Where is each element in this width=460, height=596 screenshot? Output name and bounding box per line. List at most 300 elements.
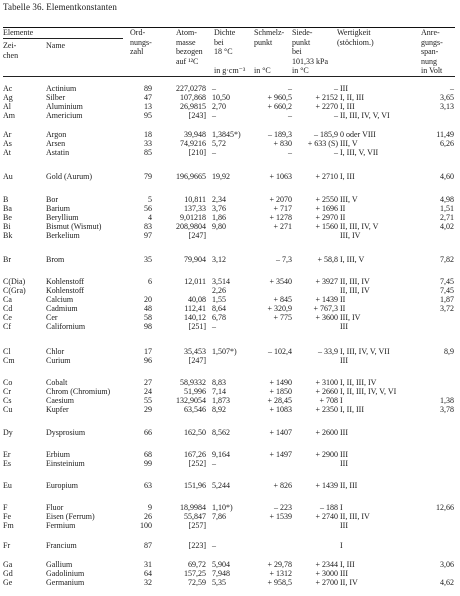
cell-name: Barium (46, 204, 70, 213)
cell-symbol: Cm (3, 356, 15, 365)
cell-anregung: 3,78 (440, 405, 454, 414)
cell-siedepunkt: + 1696 (315, 204, 338, 213)
cell-name: Kupfer (46, 405, 69, 414)
cell-schmelzpunkt: + 830 (273, 139, 292, 148)
cell-schmelzpunkt: – 102,4 (268, 347, 292, 356)
cell-anregung: 3,06 (440, 560, 454, 569)
cell-anregung: 3,65 (440, 93, 454, 102)
cell-dichte: 1,3845*) (212, 130, 241, 139)
cell-ordnungszahl: 83 (144, 222, 152, 231)
cell-siedepunkt: + 1439 (315, 481, 338, 490)
cell-schmelzpunkt: – 7,3 (276, 255, 292, 264)
cell-anregung: 1,51 (440, 204, 454, 213)
cell-anregung: 7,82 (440, 255, 454, 264)
cell-wertigkeit: III, V (340, 195, 358, 204)
cell-siedepunkt: + 767,3 (313, 304, 338, 313)
cell-name: Chrom (Chromium) (46, 387, 111, 396)
cell-wertigkeit: I (340, 503, 343, 512)
cell-name: Eisen (Ferrum) (46, 512, 95, 521)
cell-wertigkeit: II, III, IV (340, 512, 370, 521)
header-ordnungszahl: Ord- nungs- zahl (130, 28, 152, 56)
cell-schmelzpunkt: + 1278 (269, 213, 292, 222)
cell-anregung: 2,71 (440, 213, 454, 222)
cell-wertigkeit: II, III (340, 481, 358, 490)
cell-wertigkeit: 0 oder VIII (340, 130, 376, 139)
cell-atommasse: 51,996 (184, 387, 206, 396)
cell-dichte: 5,904 (212, 560, 230, 569)
cell-name: Cer (46, 313, 58, 322)
cell-wertigkeit: I, III, V, VII (340, 148, 379, 157)
cell-symbol: Bi (3, 222, 11, 231)
cell-siedepunkt: + 2350 (315, 405, 338, 414)
cell-dichte: 3,12 (212, 255, 226, 264)
cell-siedepunkt: + 2660 (315, 387, 338, 396)
cell-symbol: Ga (3, 560, 13, 569)
cell-ordnungszahl: 24 (144, 387, 152, 396)
cell-atommasse: [243] (188, 111, 206, 120)
cell-ordnungszahl: 99 (144, 459, 152, 468)
cell-atommasse: 208,9804 (176, 222, 206, 231)
cell-siedepunkt: + 633 (S) (307, 139, 338, 148)
cell-atommasse: [247] (188, 356, 206, 365)
cell-ordnungszahl: 26 (144, 512, 152, 521)
cell-siedepunkt: + 708 (319, 396, 338, 405)
cell-ordnungszahl: 20 (144, 295, 152, 304)
cell-symbol: Ag (3, 93, 13, 102)
cell-ordnungszahl: 55 (144, 396, 152, 405)
cell-atommasse: [252] (188, 459, 206, 468)
cell-schmelzpunkt: + 271 (273, 222, 292, 231)
cell-siedepunkt: – 185,9 (314, 130, 338, 139)
cell-dichte: 5,72 (212, 139, 226, 148)
cell-atommasse: 9,01218 (180, 213, 206, 222)
cell-dichte: 8,64 (212, 304, 226, 313)
cell-symbol: Fr (3, 541, 11, 550)
cell-ordnungszahl: 85 (144, 148, 152, 157)
cell-dichte: 8,83 (212, 378, 226, 387)
cell-siedepunkt: + 2710 (315, 172, 338, 181)
cell-dichte: 7,14 (212, 387, 226, 396)
cell-ordnungszahl: 58 (144, 313, 152, 322)
cell-name: Bor (46, 195, 58, 204)
cell-symbol: Co (3, 378, 13, 387)
header-anregung: Anre- gungs- span- nung in Volt (421, 28, 443, 75)
cell-symbol: Ca (3, 295, 12, 304)
header-dichte-unit: in g·cm⁻³ (214, 66, 246, 75)
cell-siedepunkt: – (334, 111, 338, 120)
cell-anregung: 1,87 (440, 295, 454, 304)
cell-symbol: Au (3, 172, 13, 181)
cell-anregung: 1,38 (440, 396, 454, 405)
cell-wertigkeit: I, III, V (340, 255, 365, 264)
cell-dichte: 2,34 (212, 195, 226, 204)
cell-name: Dysprosium (46, 428, 86, 437)
cell-schmelzpunkt: – 223 (274, 503, 292, 512)
cell-atommasse: 10,811 (184, 195, 206, 204)
cell-dichte: 5,35 (212, 578, 226, 587)
cell-atommasse: 35,453 (184, 347, 206, 356)
cell-ordnungszahl: 47 (144, 93, 152, 102)
cell-schmelzpunkt: + 1497 (269, 450, 292, 459)
cell-atommasse: [247] (188, 231, 206, 240)
header-siedepunkt: Siede- punkt bei 101,33 kPa in °C (292, 28, 328, 75)
cell-atommasse: 140,12 (184, 313, 206, 322)
cell-symbol: Cu (3, 405, 13, 414)
cell-ordnungszahl: 29 (144, 405, 152, 414)
cell-schmelzpunkt: + 1490 (269, 378, 292, 387)
cell-wertigkeit: I, III, IV, V, VII (340, 347, 390, 356)
cell-name: Erbium (46, 450, 70, 459)
cell-ordnungszahl: 5 (148, 195, 152, 204)
cell-wertigkeit: II (340, 295, 346, 304)
cell-name: Silber (46, 93, 66, 102)
cell-atommasse: [257] (188, 521, 206, 530)
cell-anregung: 4,60 (440, 172, 454, 181)
cell-wertigkeit: II, III, IV, V, VI (340, 111, 390, 120)
cell-atommasse: 72,59 (188, 578, 206, 587)
cell-atommasse: 132,9054 (176, 396, 206, 405)
cell-ordnungszahl: 89 (144, 84, 152, 93)
cell-anregung: 6,26 (440, 139, 454, 148)
cell-symbol: C(Dia) (3, 277, 26, 286)
cell-ordnungszahl: 33 (144, 139, 152, 148)
cell-atommasse: 55,847 (184, 512, 206, 521)
cell-symbol: Am (3, 111, 15, 120)
cell-siedepunkt: – 188 (320, 503, 338, 512)
cell-schmelzpunkt: + 775 (273, 313, 292, 322)
cell-wertigkeit: III, V (340, 139, 358, 148)
cell-symbol: At (3, 148, 11, 157)
cell-wertigkeit: I, III (340, 560, 355, 569)
cell-name: Fermium (46, 521, 76, 530)
cell-symbol: Es (3, 459, 11, 468)
cell-wertigkeit: III (340, 450, 348, 459)
cell-siedepunkt: + 1439 (315, 295, 338, 304)
header-zeichen: Zei- chen (3, 41, 19, 60)
cell-schmelzpunkt: + 1083 (269, 405, 292, 414)
cell-name: Fluor (46, 503, 64, 512)
cell-name: Calcium (46, 295, 74, 304)
cell-atommasse: 40,08 (188, 295, 206, 304)
cell-siedepunkt: + 2700 (315, 578, 338, 587)
cell-symbol: Fe (3, 512, 11, 521)
cell-wertigkeit: I, III (340, 102, 355, 111)
cell-name: Kohlenstoff (46, 277, 85, 286)
cell-symbol: Cl (3, 347, 11, 356)
table-caption: Tabelle 36. Elementkonstanten (3, 2, 117, 12)
cell-dichte: 5,244 (212, 481, 230, 490)
cell-dichte: 1,55 (212, 295, 226, 304)
cell-siedepunkt: + 1560 (315, 222, 338, 231)
cell-dichte: 3,514 (212, 277, 230, 286)
cell-atommasse: 63,546 (184, 405, 206, 414)
cell-wertigkeit: I, III (340, 172, 355, 181)
cell-siedepunkt: – (334, 84, 338, 93)
cell-ordnungszahl: 97 (144, 231, 152, 240)
cell-atommasse: 26,9815 (180, 102, 206, 111)
cell-atommasse: 137,33 (184, 204, 206, 213)
cell-schmelzpunkt: + 1312 (269, 569, 292, 578)
cell-atommasse: 79,904 (184, 255, 206, 264)
cell-symbol: Br (3, 255, 11, 264)
cell-anregung: 4,02 (440, 222, 454, 231)
cell-atommasse: 39,948 (184, 130, 206, 139)
cell-schmelzpunkt: + 28,45 (267, 396, 292, 405)
cell-anregung: 8,9 (444, 347, 454, 356)
cell-dichte: 6,78 (212, 313, 226, 322)
cell-dichte: 7,948 (212, 569, 230, 578)
cell-wertigkeit: II (340, 204, 346, 213)
cell-dichte: 1,873 (212, 396, 230, 405)
cell-name: Gadolinium (46, 569, 85, 578)
cell-anregung: 7,45 (440, 286, 454, 295)
header-schmelz-unit: in °C (254, 66, 271, 75)
cell-wertigkeit: II (340, 304, 346, 313)
cell-symbol: Cr (3, 387, 11, 396)
cell-ordnungszahl: 9 (148, 503, 152, 512)
cell-ordnungszahl: 95 (144, 111, 152, 120)
cell-siedepunkt: – (334, 148, 338, 157)
cell-schmelzpunkt: + 826 (273, 481, 292, 490)
cell-wertigkeit: III, IV (340, 231, 361, 240)
cell-schmelzpunkt: + 1539 (269, 512, 292, 521)
cell-siedepunkt: – 33,9 (318, 347, 338, 356)
cell-siedepunkt: + 3927 (315, 277, 338, 286)
cell-schmelzpunkt: + 960,5 (267, 93, 292, 102)
cell-dichte: 3,76 (212, 204, 226, 213)
cell-ordnungszahl: 87 (144, 541, 152, 550)
cell-atommasse: 58,9332 (180, 378, 206, 387)
cell-symbol: Bk (3, 231, 13, 240)
cell-siedepunkt: + 2600 (315, 428, 338, 437)
cell-wertigkeit: III (340, 428, 348, 437)
cell-symbol: Al (3, 102, 11, 111)
cell-schmelzpunkt: + 1850 (269, 387, 292, 396)
cell-name: Argon (46, 130, 67, 139)
cell-schmelzpunkt: – (288, 148, 292, 157)
cell-wertigkeit: II, IV (340, 578, 358, 587)
cell-name: Californium (46, 322, 86, 331)
cell-schmelzpunkt: + 320,9 (267, 304, 292, 313)
cell-symbol: C(Gra) (3, 286, 26, 295)
header-bottom-rule (3, 76, 455, 77)
cell-siedepunkt: + 2152 (315, 93, 338, 102)
cell-schmelzpunkt: + 717 (273, 204, 292, 213)
cell-ordnungszahl: 32 (144, 578, 152, 587)
cell-dichte: 7,86 (212, 512, 226, 521)
cell-name: Germanium (46, 578, 85, 587)
cell-anregung: 3,13 (440, 102, 454, 111)
cell-ordnungszahl: 27 (144, 378, 152, 387)
cell-siedepunkt: + 2970 (315, 213, 338, 222)
cell-name: Astatin (46, 148, 70, 157)
cell-symbol: Ar (3, 130, 12, 139)
cell-ordnungszahl: 56 (144, 204, 152, 213)
cell-symbol: Dy (3, 428, 13, 437)
cell-schmelzpunkt: – 189,3 (268, 130, 292, 139)
cell-siedepunkt: + 3000 (315, 569, 338, 578)
cell-name: Cobalt (46, 378, 68, 387)
cell-ordnungszahl: 79 (144, 172, 152, 181)
cell-symbol: Er (3, 450, 11, 459)
cell-schmelzpunkt: + 29,78 (267, 560, 292, 569)
cell-name: Gallium (46, 560, 73, 569)
cell-symbol: B (3, 195, 9, 204)
cell-siedepunkt: + 58,8 (317, 255, 338, 264)
cell-ordnungszahl: 4 (148, 213, 152, 222)
cell-siedepunkt: + 3100 (315, 378, 338, 387)
cell-symbol: Cf (3, 322, 11, 331)
cell-name: Chlor (46, 347, 65, 356)
cell-ordnungszahl: 64 (144, 569, 152, 578)
cell-symbol: As (3, 139, 12, 148)
cell-ordnungszahl: 98 (144, 322, 152, 331)
cell-atommasse: 69,72 (188, 560, 206, 569)
cell-dichte: 19,92 (212, 172, 230, 181)
cell-dichte: – (212, 111, 216, 120)
cell-wertigkeit: II, III, IV (340, 286, 370, 295)
cell-dichte: 1,10*) (212, 503, 233, 512)
cell-atommasse: 167,26 (184, 450, 206, 459)
cell-name: Kohlenstoff (46, 286, 85, 295)
cell-atommasse: 107,868 (180, 93, 206, 102)
cell-dichte: 9,164 (212, 450, 230, 459)
cell-wertigkeit: I (340, 396, 343, 405)
cell-dichte: 2,26 (212, 286, 226, 295)
elemente-underline (3, 38, 123, 39)
cell-wertigkeit: III (340, 459, 348, 468)
cell-dichte: 8,92 (212, 405, 226, 414)
cell-dichte: 10,50 (212, 93, 230, 102)
cell-name: Americium (46, 111, 83, 120)
cell-atommasse: 74,9216 (180, 139, 206, 148)
header-name: Name (46, 41, 66, 50)
cell-siedepunkt: + 2900 (315, 450, 338, 459)
cell-wertigkeit: I, II, III (340, 93, 364, 102)
cell-wertigkeit: I, II, III, IV (340, 378, 377, 387)
cell-atommasse: 196,9665 (176, 172, 206, 181)
cell-schmelzpunkt: + 1063 (269, 172, 292, 181)
cell-ordnungszahl: 100 (140, 521, 152, 530)
cell-dichte: – (212, 84, 216, 93)
cell-symbol: Ac (3, 84, 13, 93)
header-atommasse: Atom- masse bezogen auf ¹²C (176, 28, 203, 66)
cell-atommasse: [223] (188, 541, 206, 550)
cell-schmelzpunkt: + 958,5 (267, 578, 292, 587)
cell-ordnungszahl: 17 (144, 347, 152, 356)
cell-schmelzpunkt: + 660,2 (267, 102, 292, 111)
cell-dichte: 9,80 (212, 222, 226, 231)
cell-name: Francium (46, 541, 77, 550)
cell-name: Aluminium (46, 102, 83, 111)
cell-wertigkeit: I, II, III, IV, V, VI (340, 387, 397, 396)
cell-dichte: 1,86 (212, 213, 226, 222)
cell-dichte: – (212, 541, 216, 550)
cell-anregung: 12,66 (436, 503, 454, 512)
cell-ordnungszahl: 13 (144, 102, 152, 111)
cell-wertigkeit: I, II, III (340, 405, 364, 414)
cell-wertigkeit: III (340, 356, 348, 365)
cell-wertigkeit: II (340, 213, 346, 222)
cell-wertigkeit: III (340, 569, 348, 578)
cell-ordnungszahl: 35 (144, 255, 152, 264)
cell-wertigkeit: III, IV (340, 313, 361, 322)
cell-name: Curium (46, 356, 71, 365)
cell-ordnungszahl: 18 (144, 130, 152, 139)
cell-wertigkeit: I (340, 541, 343, 550)
cell-atommasse: 227,0278 (176, 84, 206, 93)
cell-atommasse: [251] (188, 322, 206, 331)
cell-dichte: 2,70 (212, 102, 226, 111)
cell-atommasse: 12,011 (184, 277, 206, 286)
cell-atommasse: 18,9984 (180, 503, 206, 512)
cell-ordnungszahl: 66 (144, 428, 152, 437)
cell-dichte: – (212, 459, 216, 468)
cell-ordnungszahl: 31 (144, 560, 152, 569)
cell-schmelzpunkt: + 3540 (269, 277, 292, 286)
cell-anregung: 3,72 (440, 304, 454, 313)
cell-name: Gold (Aurum) (46, 172, 92, 181)
cell-atommasse: 112,41 (184, 304, 206, 313)
cell-siedepunkt: + 3600 (315, 313, 338, 322)
header-schmelzpunkt: Schmelz- punkt (254, 28, 285, 47)
cell-name: Actinium (46, 84, 77, 93)
cell-siedepunkt: + 2740 (315, 512, 338, 521)
cell-schmelzpunkt: + 845 (273, 295, 292, 304)
cell-name: Arsen (46, 139, 66, 148)
cell-name: Einsteinium (46, 459, 85, 468)
cell-name: Cadmium (46, 304, 78, 313)
cell-name: Bismut (Wismut) (46, 222, 102, 231)
cell-name: Beryllium (46, 213, 79, 222)
cell-ordnungszahl: 96 (144, 356, 152, 365)
cell-anregung: 7,45 (440, 277, 454, 286)
cell-dichte: 8,562 (212, 428, 230, 437)
cell-dichte: 1,507*) (212, 347, 237, 356)
cell-wertigkeit: III (340, 521, 348, 530)
header-wertigkeit: Wertigkeit (stöchiom.) (337, 28, 374, 47)
cell-wertigkeit: II, III, IV (340, 277, 370, 286)
cell-symbol: Ba (3, 204, 12, 213)
cell-wertigkeit: III (340, 322, 348, 331)
cell-name: Berkelium (46, 231, 80, 240)
cell-schmelzpunkt: – (288, 111, 292, 120)
cell-name: Caesium (46, 396, 74, 405)
cell-schmelzpunkt: – (288, 84, 292, 93)
cell-symbol: Cs (3, 396, 12, 405)
header-dichte: Dichte bei 18 °C (214, 28, 236, 56)
cell-siedepunkt: + 2550 (315, 195, 338, 204)
cell-anregung: 4,98 (440, 195, 454, 204)
cell-symbol: Fm (3, 521, 14, 530)
cell-symbol: F (3, 503, 8, 512)
cell-atommasse: 151,96 (184, 481, 206, 490)
cell-dichte: – (212, 148, 216, 157)
cell-wertigkeit: III (340, 84, 348, 93)
cell-ordnungszahl: 63 (144, 481, 152, 490)
cell-atommasse: 162,50 (184, 428, 206, 437)
cell-symbol: Cd (3, 304, 13, 313)
cell-ordnungszahl: 6 (148, 277, 152, 286)
cell-atommasse: [210] (188, 148, 206, 157)
cell-name: Europium (46, 481, 78, 490)
cell-symbol: Eu (3, 481, 12, 490)
cell-anregung: 4,62 (440, 578, 454, 587)
cell-symbol: Ce (3, 313, 12, 322)
cell-schmelzpunkt: + 1407 (269, 428, 292, 437)
cell-siedepunkt: + 2270 (315, 102, 338, 111)
cell-name: Brom (46, 255, 65, 264)
